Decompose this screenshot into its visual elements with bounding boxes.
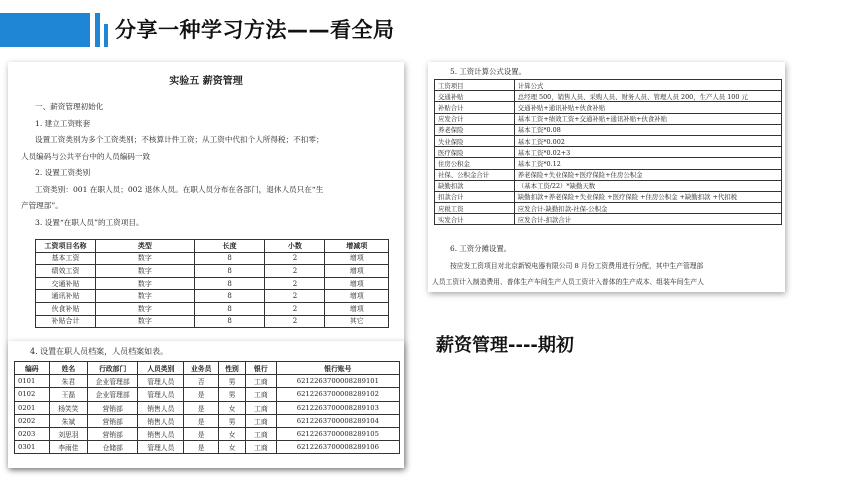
table-cell: 补贴合计 <box>36 315 96 328</box>
table-cell: 女 <box>219 441 246 454</box>
table-row <box>15 414 400 427</box>
table-cell: 工商 <box>245 441 276 454</box>
table-row <box>36 277 389 290</box>
document-page-right <box>428 62 785 292</box>
table-cell: 女 <box>219 427 246 440</box>
table-cell: 其它 <box>325 315 389 328</box>
table-cell: 8 <box>194 302 265 315</box>
table-cell: 男 <box>219 414 246 427</box>
table-header-cell: 业务员 <box>184 362 219 375</box>
table-header-cell: 长度 <box>194 240 265 253</box>
document-page-staff <box>8 341 404 468</box>
table-cell: 应税工资 <box>435 203 515 214</box>
table-cell: 工商 <box>245 401 276 414</box>
header-accent-tick-short <box>104 24 108 47</box>
table-header-row <box>36 240 389 253</box>
paragraph-text: 人员工资计入制造费用、普体生产车间生产人员工资计入普体的生产成本、组装车间生产人 <box>432 278 704 286</box>
table-cell: 是 <box>184 401 219 414</box>
table-cell: 0102 <box>15 388 50 401</box>
table-cell: 李雨佳 <box>49 441 88 454</box>
table-row <box>15 388 400 401</box>
table-cell: 杨笑笑 <box>49 401 88 414</box>
table-row <box>435 180 782 191</box>
paragraph-text: 按应发工资项目对北京新锐电器有限公司 8 月份工资费用进行分配，其中生产管理部 <box>450 262 704 270</box>
table-cell: 社保、公积金合计 <box>435 169 515 180</box>
paragraph-text: 设置工资类别为多个工资类别；不核算计件工资；从工资中代扣个人所得税；不扣零； <box>35 135 324 144</box>
table-cell: 绩效工资 <box>36 265 96 278</box>
table-cell: 补贴合计 <box>435 102 515 113</box>
paragraph-text: 人员编码与公共平台中的人员编码一致 <box>21 151 151 161</box>
table-cell: 是 <box>184 388 219 401</box>
table-header-cell: 编码 <box>15 362 50 375</box>
table-cell: 工资项目 <box>435 80 515 91</box>
table-cell: 伙食补贴 <box>36 302 96 315</box>
table-cell: 基本工资*0.02+3 <box>514 147 781 158</box>
table-row <box>15 441 400 454</box>
table-row <box>435 191 782 202</box>
table-cell: 8 <box>194 252 265 265</box>
table-cell: 是 <box>184 441 219 454</box>
table-cell: 管理人员 <box>138 375 184 388</box>
table-row <box>15 375 400 388</box>
table-cell: 应发合计 <box>435 113 515 124</box>
table-cell: 6212263700008289104 <box>276 414 399 427</box>
subsection-heading: 3. 设置“在职人员”的工资项目。 <box>35 217 144 227</box>
table-cell: 2 <box>265 302 325 315</box>
table-row <box>15 401 400 414</box>
table-cell: 6212263700008289101 <box>276 375 399 388</box>
table-row <box>36 302 389 315</box>
subsection-heading: 2. 设置工资类别 <box>35 168 91 177</box>
table-row <box>36 252 389 265</box>
table-cell: 2 <box>265 277 325 290</box>
table-cell: 管理人员 <box>138 441 184 454</box>
table-row <box>435 169 782 180</box>
table-cell: 数字 <box>96 290 195 303</box>
table-row <box>435 80 782 91</box>
table-cell: 朱君 <box>49 375 88 388</box>
table-cell: 刘思羽 <box>49 427 88 440</box>
table-cell: 基本工资+绩效工资+交通补贴+通讯补贴+伙食补贴 <box>514 113 781 124</box>
table-row <box>435 91 782 102</box>
table-cell: 扣款合计 <box>435 191 515 202</box>
table-cell: 实发合计 <box>435 214 515 225</box>
table-row <box>435 147 782 158</box>
table-row <box>15 427 400 440</box>
section-heading: 5. 工资计算公式设置。 <box>450 67 526 76</box>
table-cell: 0203 <box>15 427 50 440</box>
table-cell: 工商 <box>245 427 276 440</box>
paragraph-text: 工资类别：001 在职人员；002 退休人员。在职人员分布在各部门，退休人员只在“生 <box>35 184 324 194</box>
table-cell: 企业管理部 <box>88 388 138 401</box>
table-cell: 工商 <box>245 375 276 388</box>
table-cell: 销售人员 <box>138 401 184 414</box>
table-cell: 基本工资*0.08 <box>514 124 781 135</box>
staff-archive-table <box>14 361 400 454</box>
table-cell: 8 <box>194 265 265 278</box>
table-cell: 是 <box>184 427 219 440</box>
salary-items-table <box>35 239 389 328</box>
table-header-cell: 姓名 <box>49 362 88 375</box>
table-cell: 是 <box>184 414 219 427</box>
table-cell: （基本工资/22）*缺勤天数 <box>514 180 781 191</box>
section-caption: 薪资管理----期初 <box>436 335 574 356</box>
table-cell: 2 <box>265 290 325 303</box>
table-header-cell: 人员类别 <box>138 362 184 375</box>
table-cell: 增项 <box>325 277 389 290</box>
table-cell: 基本工资*0.12 <box>514 158 781 169</box>
table-cell: 失业保险 <box>435 135 515 146</box>
table-header-cell: 类型 <box>96 240 195 253</box>
table-cell: 数字 <box>96 302 195 315</box>
table-cell: 营销部 <box>88 414 138 427</box>
table-cell: 2 <box>265 315 325 328</box>
table-cell: 通讯补贴 <box>36 290 96 303</box>
table-cell: 交通补贴 <box>36 277 96 290</box>
table-cell: 王磊 <box>49 388 88 401</box>
table-header-row <box>15 362 400 375</box>
table-cell: 增项 <box>325 252 389 265</box>
table-header-cell: 增减项 <box>325 240 389 253</box>
table-cell: 8 <box>194 315 265 328</box>
header-accent-bar <box>0 13 90 47</box>
table-row <box>435 158 782 169</box>
table-cell: 2 <box>265 265 325 278</box>
table-cell: 0201 <box>15 401 50 414</box>
table-header-cell: 行政部门 <box>88 362 138 375</box>
section-heading: 一、薪资管理初始化 <box>35 102 104 111</box>
document-title: 实验五 薪资管理 <box>169 76 243 87</box>
table-cell: 养老保险 <box>435 124 515 135</box>
table-cell: 女 <box>219 401 246 414</box>
table-cell: 销售人员 <box>138 414 184 427</box>
table-cell: 缺勤扣款 <box>435 180 515 191</box>
subsection-heading: 1. 建立工资账套 <box>35 118 91 128</box>
salary-formula-table <box>434 79 782 225</box>
paragraph-text: 产管理部”。 <box>21 201 63 210</box>
table-cell: 0301 <box>15 441 50 454</box>
section-heading: 6. 工资分摊设置。 <box>450 244 512 253</box>
table-cell: 朱斌 <box>49 414 88 427</box>
table-row <box>36 290 389 303</box>
table-cell: 6212263700008289102 <box>276 388 399 401</box>
table-row <box>435 102 782 113</box>
table-cell: 数字 <box>96 277 195 290</box>
table-cell: 数字 <box>96 315 195 328</box>
table-cell: 2 <box>265 252 325 265</box>
table-row <box>435 113 782 124</box>
table-cell: 医疗保险 <box>435 147 515 158</box>
table-cell: 0101 <box>15 375 50 388</box>
table-cell: 基本工资*0.002 <box>514 135 781 146</box>
table-header-cell: 银行 <box>245 362 276 375</box>
table-cell: 8 <box>194 277 265 290</box>
table-cell: 6212263700008289103 <box>276 401 399 414</box>
table-cell: 工商 <box>245 388 276 401</box>
table-cell: 营销部 <box>88 401 138 414</box>
table-cell: 企业管理部 <box>88 375 138 388</box>
table-cell: 交通补贴+通讯补贴+伙食补贴 <box>514 102 781 113</box>
table-cell: 营销部 <box>88 427 138 440</box>
table-cell: 养老保险+失业保险+医疗保险+住房公积金 <box>514 169 781 180</box>
table-cell: 数字 <box>96 265 195 278</box>
table-cell: 基本工资 <box>36 252 96 265</box>
slide-title: 分享一种学习方法——看全局 <box>115 18 395 42</box>
table-row <box>435 203 782 214</box>
table-cell: 增项 <box>325 265 389 278</box>
table-cell: 否 <box>184 375 219 388</box>
table-row <box>435 124 782 135</box>
table-cell: 增项 <box>325 290 389 303</box>
table-cell: 8 <box>194 290 265 303</box>
table-cell: 管理人员 <box>138 388 184 401</box>
table-header-cell: 工资项目名称 <box>36 240 96 253</box>
table-cell: 销售人员 <box>138 427 184 440</box>
header-accent-tick <box>95 13 100 47</box>
table-cell: 交通补贴 <box>435 91 515 102</box>
table-cell: 0202 <box>15 414 50 427</box>
table-cell: 仓储部 <box>88 441 138 454</box>
table-header-cell: 性别 <box>219 362 246 375</box>
table-cell: 6212263700008289105 <box>276 427 399 440</box>
table-row <box>435 214 782 225</box>
table-row <box>435 135 782 146</box>
table-cell: 应发合计-缺勤扣款-社保-公积金 <box>514 203 781 214</box>
table-cell: 增项 <box>325 302 389 315</box>
section-heading: 4. 设置在职人员档案，人员档案如表。 <box>30 347 169 356</box>
table-cell: 缺勤扣款+养老保险+失业保险 +医疗保险 +住房公积金 +缺勤扣款 +代扣税 <box>514 191 781 202</box>
table-cell: 数字 <box>96 252 195 265</box>
table-cell: 应发合计-扣款合计 <box>514 214 781 225</box>
table-row <box>36 315 389 328</box>
table-row <box>36 265 389 278</box>
table-cell: 男 <box>219 388 246 401</box>
table-header-cell: 银行账号 <box>276 362 399 375</box>
table-cell: 男 <box>219 375 246 388</box>
table-cell: 6212263700008289106 <box>276 441 399 454</box>
table-header-cell: 小数 <box>265 240 325 253</box>
table-cell: 工商 <box>245 414 276 427</box>
table-cell: 住房公积金 <box>435 158 515 169</box>
table-cell: 计算公式 <box>514 80 781 91</box>
table-cell: 总经理 500，销售人员、采购人员、财务人员、管理人员 200，生产人员 100 元 <box>514 91 781 102</box>
